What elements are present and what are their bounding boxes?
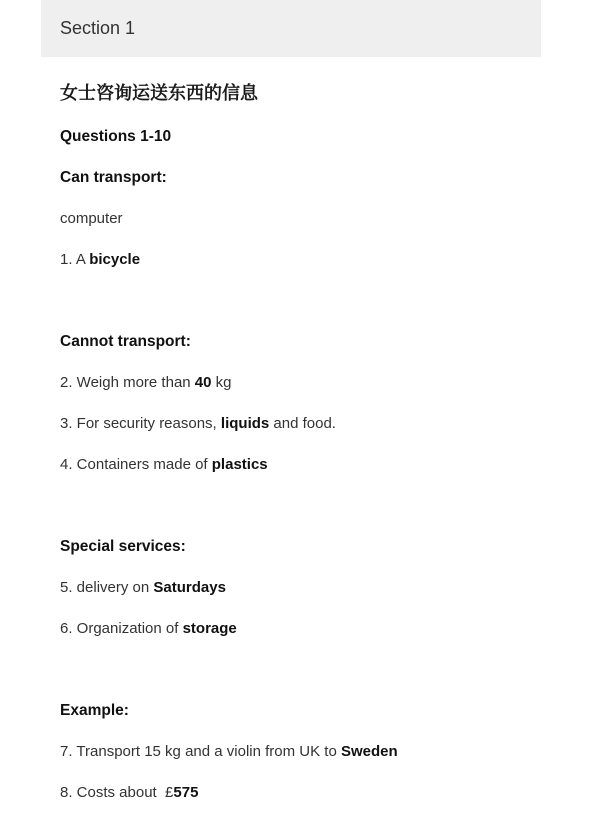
question-3 <box>60 415 336 432</box>
section-header <box>41 0 541 57</box>
question-6-prompt: 6. Organization of <box>60 620 183 637</box>
question-1-answer: bicycle <box>89 251 141 268</box>
page-title: 女士咨询运送东西的信息 <box>60 83 258 104</box>
question-7-answer: Sweden <box>340 743 398 760</box>
cannot-transport-heading: Cannot transport: <box>60 333 191 350</box>
section-label: Section 1 <box>60 18 136 38</box>
question-5 <box>60 579 226 596</box>
question-8-answer: 575 <box>173 784 199 801</box>
can-transport-item: computer <box>60 210 123 227</box>
question-3-prompt: 3. For security reasons, <box>60 415 221 432</box>
can-transport-heading: Can transport: <box>60 169 167 186</box>
question-1-prompt: 1. A <box>60 251 90 268</box>
question-5-answer: Saturdays <box>153 579 226 596</box>
question-3-suffix: and food. <box>269 415 336 432</box>
question-4 <box>60 456 268 473</box>
special-services-heading: Special services: <box>60 538 186 555</box>
question-7-prompt: 7. Transport 15 kg and a violin from UK to <box>60 743 341 760</box>
question-3-answer: liquids <box>220 415 270 432</box>
example-heading: Example: <box>60 702 129 719</box>
question-6-answer: storage <box>182 620 237 637</box>
question-4-answer: plastics <box>211 456 268 473</box>
question-1 <box>60 251 140 268</box>
question-8-prompt: 8. Costs about £ <box>60 784 174 801</box>
question-8 <box>60 784 198 801</box>
question-2 <box>60 374 232 391</box>
question-2-answer: 40 <box>194 374 212 391</box>
question-7 <box>60 743 398 760</box>
questions-heading: Questions 1-10 <box>60 128 172 145</box>
question-4-prompt: 4. Containers made of <box>60 456 212 473</box>
question-2-prompt: 2. Weigh more than <box>60 374 195 391</box>
question-2-suffix: kg <box>211 374 232 391</box>
question-5-prompt: 5. delivery on <box>60 579 154 596</box>
question-6 <box>60 620 237 637</box>
